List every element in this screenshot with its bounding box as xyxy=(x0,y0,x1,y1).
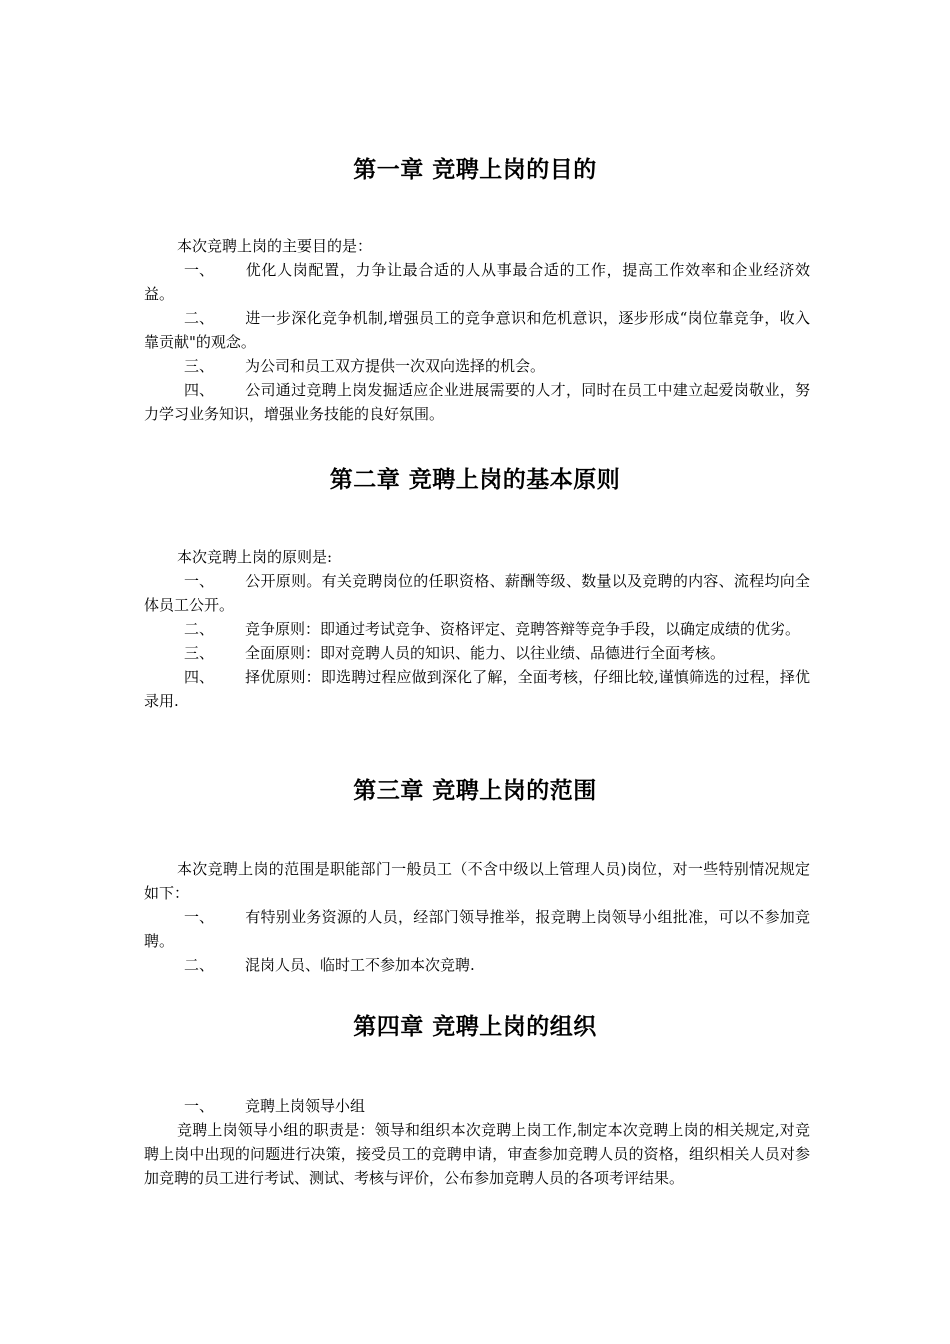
list-item-number: 二、 xyxy=(184,309,215,327)
list-item xyxy=(144,665,810,713)
list-item xyxy=(144,905,810,953)
list-item-number: 一、 xyxy=(184,572,215,590)
list-item-text: 全面原则：即对竞聘人员的知识、能力、以往业绩、品德进行全面考核。 xyxy=(245,644,726,662)
list-item-number: 二、 xyxy=(184,620,215,638)
chapter-2-body xyxy=(144,545,810,713)
chapter-1-body xyxy=(144,234,810,426)
list-item-text: 为公司和员工双方提供一次双向选择的机会。 xyxy=(245,357,546,375)
chapter-intro: 本次竞聘上岗的主要目的是： xyxy=(177,237,373,255)
chapter-title: 第三章 竞聘上岗的范围 xyxy=(353,778,597,804)
chapter-2-heading xyxy=(0,465,950,495)
chapter-intro: 本次竞聘上岗的原则是: xyxy=(177,548,333,566)
chapter-title: 第一章 竞聘上岗的目的 xyxy=(353,157,597,183)
body-paragraph: 竞聘上岗领导小组的职责是：领导和组织本次竞聘上岗工作,制定本次竞聘上岗的相关规定,对竞聘上岗中出现的问题进行决策，接受员工的竞聘申请，审查参加竞聘人员的资格，组织相关人员对参加竞聘的员工进行考试、测试、考核与评价，公布参加竞聘人员的各项考评结果。 xyxy=(144,1121,810,1187)
list-item-number: 一、 xyxy=(184,261,215,279)
chapter-1-heading xyxy=(0,155,950,185)
chapter-3-body xyxy=(144,857,810,977)
list-item-text: 公开原则。有关竞聘岗位的任职资格、薪酬等级、数量以及竞聘的内容、流程均向全体员工公开。 xyxy=(144,572,810,614)
list-item-text: 有特别业务资源的人员，经部门领导推举，报竞聘上岗领导小组批准，可以不参加竞聘。 xyxy=(144,908,810,950)
chapter-intro: 本次竞聘上岗的范围是职能部门一般员工（不含中级以上管理人员)岗位，对一些特别情况规定如下： xyxy=(144,860,810,902)
chapter-title: 第四章 竞聘上岗的组织 xyxy=(353,1014,597,1040)
chapter-4-heading xyxy=(0,1012,950,1042)
list-item xyxy=(144,569,810,617)
list-item-text: 择优原则：即选聘过程应做到深化了解，全面考核，仔细比较,谨慎筛选的过程，择优录用. xyxy=(144,668,810,710)
sub-heading xyxy=(144,1094,810,1118)
sub-heading-text: 竞聘上岗领导小组 xyxy=(245,1097,366,1115)
list-item-text: 优化人岗配置，力争让最合适的人从事最合适的工作，提高工作效率和企业经济效益。 xyxy=(144,261,810,303)
chapter-title: 第二章 竞聘上岗的基本原则 xyxy=(329,467,621,493)
list-item-text: 公司通过竞聘上岗发掘适应企业进展需要的人才，同时在员工中建立起爱岗敬业，努力学习业务知识，增强业务技能的良好氛围。 xyxy=(144,381,810,423)
list-item xyxy=(144,258,810,306)
list-item-number: 四、 xyxy=(184,381,215,399)
list-item-text: 进一步深化竞争机制,增强员工的竞争意识和危机意识，逐步形成“岗位靠竞争，收入靠贡献"的观念。 xyxy=(144,309,810,351)
list-item xyxy=(144,306,810,354)
list-item-number: 三、 xyxy=(184,644,215,662)
chapter-4-body xyxy=(144,1094,810,1190)
list-item xyxy=(144,617,810,641)
list-item-number: 三、 xyxy=(184,357,215,375)
list-item xyxy=(144,354,810,378)
list-item xyxy=(144,641,810,665)
list-item xyxy=(144,378,810,426)
list-item-number: 四、 xyxy=(184,668,215,686)
list-item-number: 一、 xyxy=(184,908,215,926)
list-item-text: 混岗人员、临时工不参加本次竞聘. xyxy=(245,956,475,974)
list-item xyxy=(144,953,810,977)
chapter-3-heading xyxy=(0,776,950,806)
list-item-number: 二、 xyxy=(184,956,215,974)
list-item-text: 竞争原则：即通过考试竞争、资格评定、竞聘答辩等竞争手段，以确定成绩的优劣。 xyxy=(245,620,801,638)
list-item-number: 一、 xyxy=(184,1097,215,1115)
